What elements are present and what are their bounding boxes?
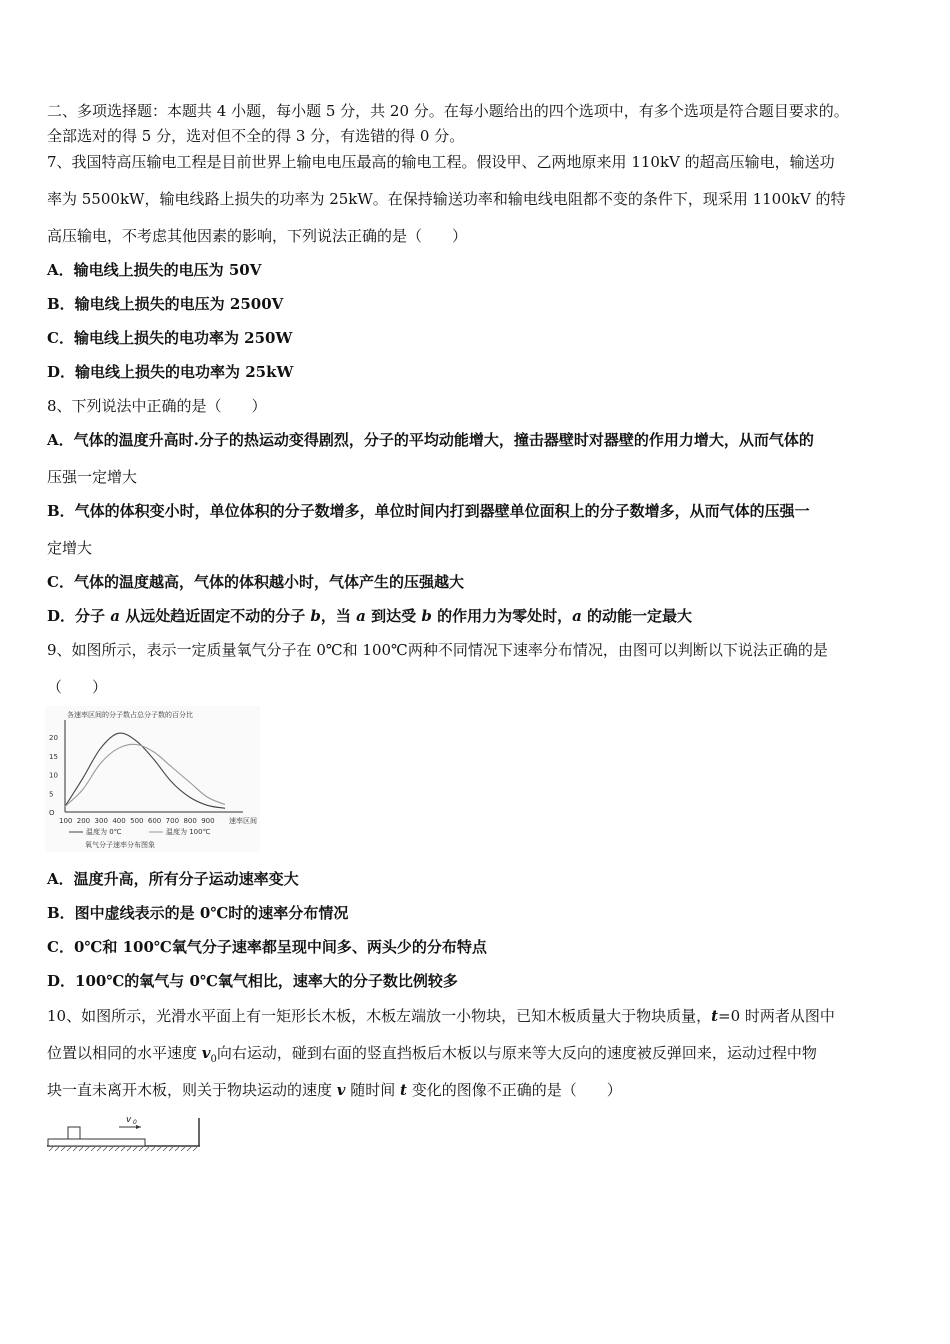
q7-option-d[interactable]: D．输电线上损失的电功率为 25kW	[47, 363, 294, 381]
chart-svg	[45, 706, 260, 852]
y-tick-label: 5	[49, 790, 54, 799]
y-tick-label: 10	[49, 771, 58, 780]
q10-stem-line1: 10、如图所示，光滑水平面上有一矩形长木板，木板左端放一小物块，已知木板质量大于物块质量，t=0 时两者从图中	[47, 1007, 835, 1025]
section-heading	[47, 101, 849, 121]
q8-option-b-cont: 定增大	[47, 539, 93, 557]
q8-option-b[interactable]: B．气体的体积变小时，单位体积的分子数增多，单位时间内打到器壁单位面积上的分子数增多，从而气体的压强一	[47, 502, 810, 520]
q8-option-a-cont: 压强一定增大	[47, 468, 138, 486]
x-tick-label: 500	[130, 817, 144, 825]
section-heading-cont: 全部选对的得 5 分，选对但不全的得 3 分，有选错的得 0 分。	[47, 127, 465, 145]
x-axis-label: 速率区间	[229, 817, 257, 825]
q8-option-a[interactable]: A．气体的温度升高时.分子的热运动变得剧烈，分子的平均动能增大，撞击器壁时对器壁的作用力增大，从而气体的	[47, 431, 814, 449]
x-tick-label: 400	[112, 817, 126, 825]
legend-100c: 温度为 100℃	[166, 828, 211, 836]
x-tick-label: 700	[165, 817, 180, 825]
speed-distribution-chart	[45, 706, 260, 856]
x-tick-label: 600	[147, 817, 162, 825]
board-block-figure	[45, 1110, 205, 1158]
x-tick-labels	[59, 817, 215, 825]
y-tick-label: 20	[49, 734, 58, 742]
y-tick-label: 15	[49, 752, 58, 761]
q9-stem-line2: （ ）	[47, 678, 108, 696]
q8-stem: 8、下列说法中正确的是（ ）	[47, 397, 267, 415]
q8-option-d[interactable]: D．分子 a 从远处趋近固定不动的分子 b，当 a 到达受 b 的作用力为零处时，a 的动能一定最大	[47, 607, 693, 625]
q9-option-c[interactable]: C．0℃和 100℃氧气分子速率都呈现中间多、两头少的分布特点	[47, 938, 487, 956]
small-block	[68, 1127, 80, 1139]
chart-caption: 氧气分子速率分布图象	[85, 841, 155, 849]
x-tick-label: 900	[201, 817, 215, 825]
section-heading-line1: 二、多项选择题：本题共 4 小题，每小题 5 分，共 20 分。在每小题给出的四个选项中，有多个选项是符合题目要求的。	[47, 102, 849, 120]
q7-option-c[interactable]: C．输电线上损失的电功率为 250W	[47, 329, 293, 347]
x-tick-label: 300	[94, 817, 108, 825]
x-tick-label: 200	[76, 817, 91, 825]
y-tick-label: O	[49, 809, 55, 817]
q10-stem-line2: 位置以相同的水平速度 $v_0$向右运动，碰到右面的竖直挡板后木板以与原来等大反向的速度被反弹回来，运动过程中物	[47, 1044, 817, 1065]
q7-option-b[interactable]: B．输电线上损失的电压为 2500V	[47, 295, 284, 313]
q9-option-b[interactable]: B．图中虚线表示的是 0℃时的速率分布情况	[47, 904, 349, 922]
x-tick-label: 800	[183, 817, 197, 825]
velocity-label-subscript: 0	[133, 1119, 137, 1126]
q9-option-a[interactable]: A．温度升高，所有分子运动速率变大	[47, 870, 299, 888]
board-figure-svg	[45, 1110, 205, 1154]
q9-option-d[interactable]: D．100℃的氧气与 0℃氧气相比，速率大的分子数比例较多	[47, 972, 458, 990]
velocity-label: v	[126, 1115, 132, 1125]
legend-0c: 温度为 0℃	[86, 828, 122, 836]
ground-hatch	[49, 1147, 197, 1151]
q8-option-c[interactable]: C．气体的温度越高，气体的体积越小时，气体产生的压强越大	[47, 573, 464, 591]
q7-stem-line1: 7、我国特高压输电工程是目前世界上输电电压最高的输电工程。假设甲、乙两地原来用 110kV 的超高压输电，输送功	[47, 153, 835, 171]
x-tick-label: 100	[59, 817, 73, 825]
q7-stem-line2: 率为 5500kW，输电线路上损失的功率为 25kW。在保持输送功率和输电线电阻都不变的条件下，现采用 1100kV 的特	[47, 190, 846, 208]
q7-stem-line3: 高压输电，不考虑其他因素的影响，下列说法正确的是（ ）	[47, 227, 468, 245]
q9-stem-line1: 9、如图所示，表示一定质量氧气分子在 0℃和 100℃两种不同情况下速率分布情况，由图可以判断以下说法正确的是	[47, 641, 828, 659]
q10-stem-line3: 块一直未离开木板，则关于物块运动的速度 v 随时间 t 变化的图像不正确的是（ ）	[47, 1081, 622, 1099]
long-board	[48, 1139, 145, 1146]
q7-option-a[interactable]: A．输电线上损失的电压为 50V	[47, 261, 262, 279]
chart-title: 各速率区间的分子数占总分子数的百分比	[67, 711, 193, 719]
